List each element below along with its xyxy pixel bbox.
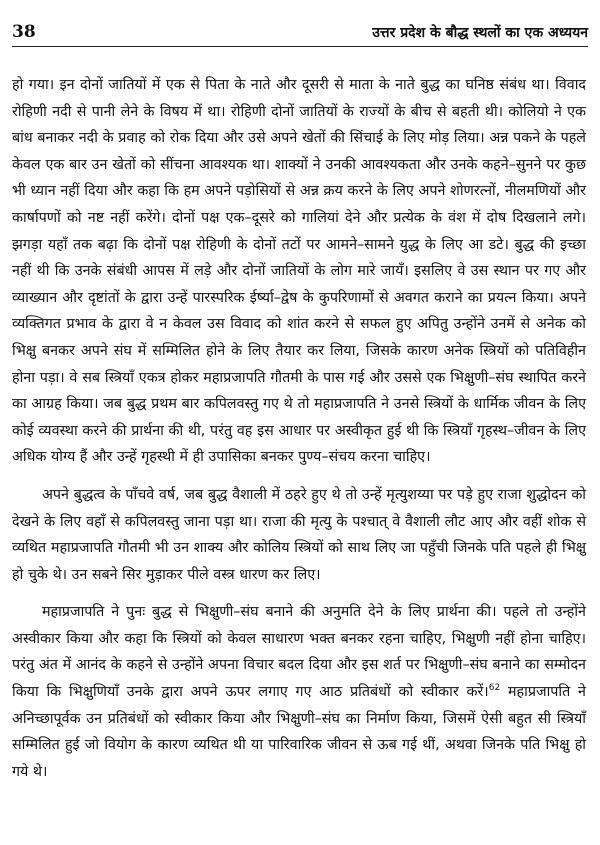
paragraph-3-after: महाप्रजापति ने अनिच्छापूर्वक उन प्रतिबंधों को स्वीकार किया और भिक्षुणी–संघ का निर्माण किया, जिसमें ऐसी बहुत सी स्त्रियाँ सम्मिलित हुई जो वियोग के कारण व्यथित थी या पारिवारिक जीवन से ऊब गई थीं, अथवा जिनके पति भिक्षु हो गये थे।: [12, 684, 586, 780]
paragraph-1: हो गया। इन दोनों जातियों में एक से पिता के नाते और दूसरी से माता के नाते बुद्ध का घनिष्ठ संबंध था। विवाद रोहिणी नदी से पानी लेने के विषय में था। रोहिणी दोनों जातियों के राज्यों के बीच से बहती थी। कोलियो ने एक बांध बनाकर नदी के प्रवाह को रोक दिया और उसे अपने खेतों की सिंचाई के लिए मोड़ लिया। अन्न पकने के पहले केवल एक बार उन खेतों को सींचना आवश्यक था। शाक्यों ने उनकी आवश्यकता और उनके कहने–सुनने पर कुछ भी ध्यान नहीं दिया और कहा कि हम अपने पड़ोसियों से अन्न क्रय करने के लिए अपने शोणरत्नों, नीलमणियों और कार्षापणों को नष्ट नहीं करेंगे। दोनों पक्ष एक–दूसरे को गालियां देने और प्रत्येक के वंश में दोष दिखलाने लगे। झगड़ा यहाँ तक बढ़ा कि दोनों पक्ष रोहिणी के दोनों तटों पर आमने–सामने युद्ध के लिए आ डटे। बुद्ध की इच्छा नहीं थी कि उनके संबंधी आपस में लड़े और दोनों जातियों के लोग मारे जायँ। इसलिए वे उस स्थान पर गए और व्याख्यान और दृष्टांतों के द्वारा उन्हें पारस्परिक ईर्ष्या–द्वेष के कुपरिणामों से अवगत कराने का प्रयत्न किया। अपने व्यक्तिगत प्रभाव के द्वारा वे न केवल उस विवाद को शांत करने से सफल हुए अपितु उन्होंने उनमें से अनेक को भिक्षु बनकर अपने संघ में सम्मिलित होने के लिए तैयार कर लिया, जिसके कारण अनेक स्त्रियों को पतिविहीन होना पड़ा। वे सब स्त्रियाँ एकत्र होकर महाप्रजापति गौतमी के पास गई और उससे एक भिक्षुणी–संघ स्थापित करने का आग्रह किया। जब बुद्ध प्रथम बार कपिलवस्तु गए थे तो महाप्रजापति ने उनसे स्त्रियों के धार्मिक जीवन के लिए कोई व्यवस्था करने की प्रार्थना की थी, परंतु वह इस आधार पर अस्वीकृत हुई थी कि स्त्रियाँ गृहस्थ–जीवन के लिए अधिक योग्य हैं और उन्हें गृहस्थी में ही उपासिका बनकर पुण्य–संचय करना चाहिए।: [12, 77, 586, 466]
paragraph-3-before: महाप्रजापति ने पुनः बुद्ध से भिक्षुणी–संघ बनाने की अनुमति देने के लिए प्रार्थना की। पहले तो उन्होंने अस्वीकार किया और कहा कि स्त्रियों को केवल साधारण भक्त बनकर रहना चाहिए, भिक्षुणी नहीं होना चाहिए। परंतु अंत में आनंद के कहने से उन्होंने अपना विचार बदल दिया और इस शर्त पर भिक्षुणी–संघ बनाने का सम्मोदन किया कि भिक्षुणियाँ उनके द्वारा अपने ऊपर लगाए गए आठ प्रतिबंधों को स्वीकार करें।: [12, 604, 586, 701]
footnote-ref: 62: [488, 683, 501, 694]
page-number: 38: [12, 22, 36, 42]
running-title: उत्तर प्रदेश के बौद्ध स्थलों का एक अध्ययन: [372, 25, 588, 41]
paragraph-2: अपने बुद्धत्व के पाँचवे वर्ष, जब बुद्ध वैशाली में ठहरे हुए थे तो उन्हें मृत्युशय्या पर पड़े हुए राजा शुद्धोदन को देखने के लिए वहाँ से कपिलवस्तु जाना पड़ा था। राजा की मृत्यु के पश्चात् वे वैशाली लौट आए और वहीं शोक से व्यथित महाप्रजापति गौतमी भी उन शाक्य और कोलिय स्त्रियों को साथ लिए जा पहुँची जिनके पति पहले ही भिक्षु हो चुके थे। उन सबने सिर मुड़ाकर पीले वस्त्र धारण कर लिए।: [12, 486, 586, 583]
body-text: [12, 72, 586, 796]
paragraph-3: [12, 599, 586, 785]
page-header: [12, 12, 588, 47]
